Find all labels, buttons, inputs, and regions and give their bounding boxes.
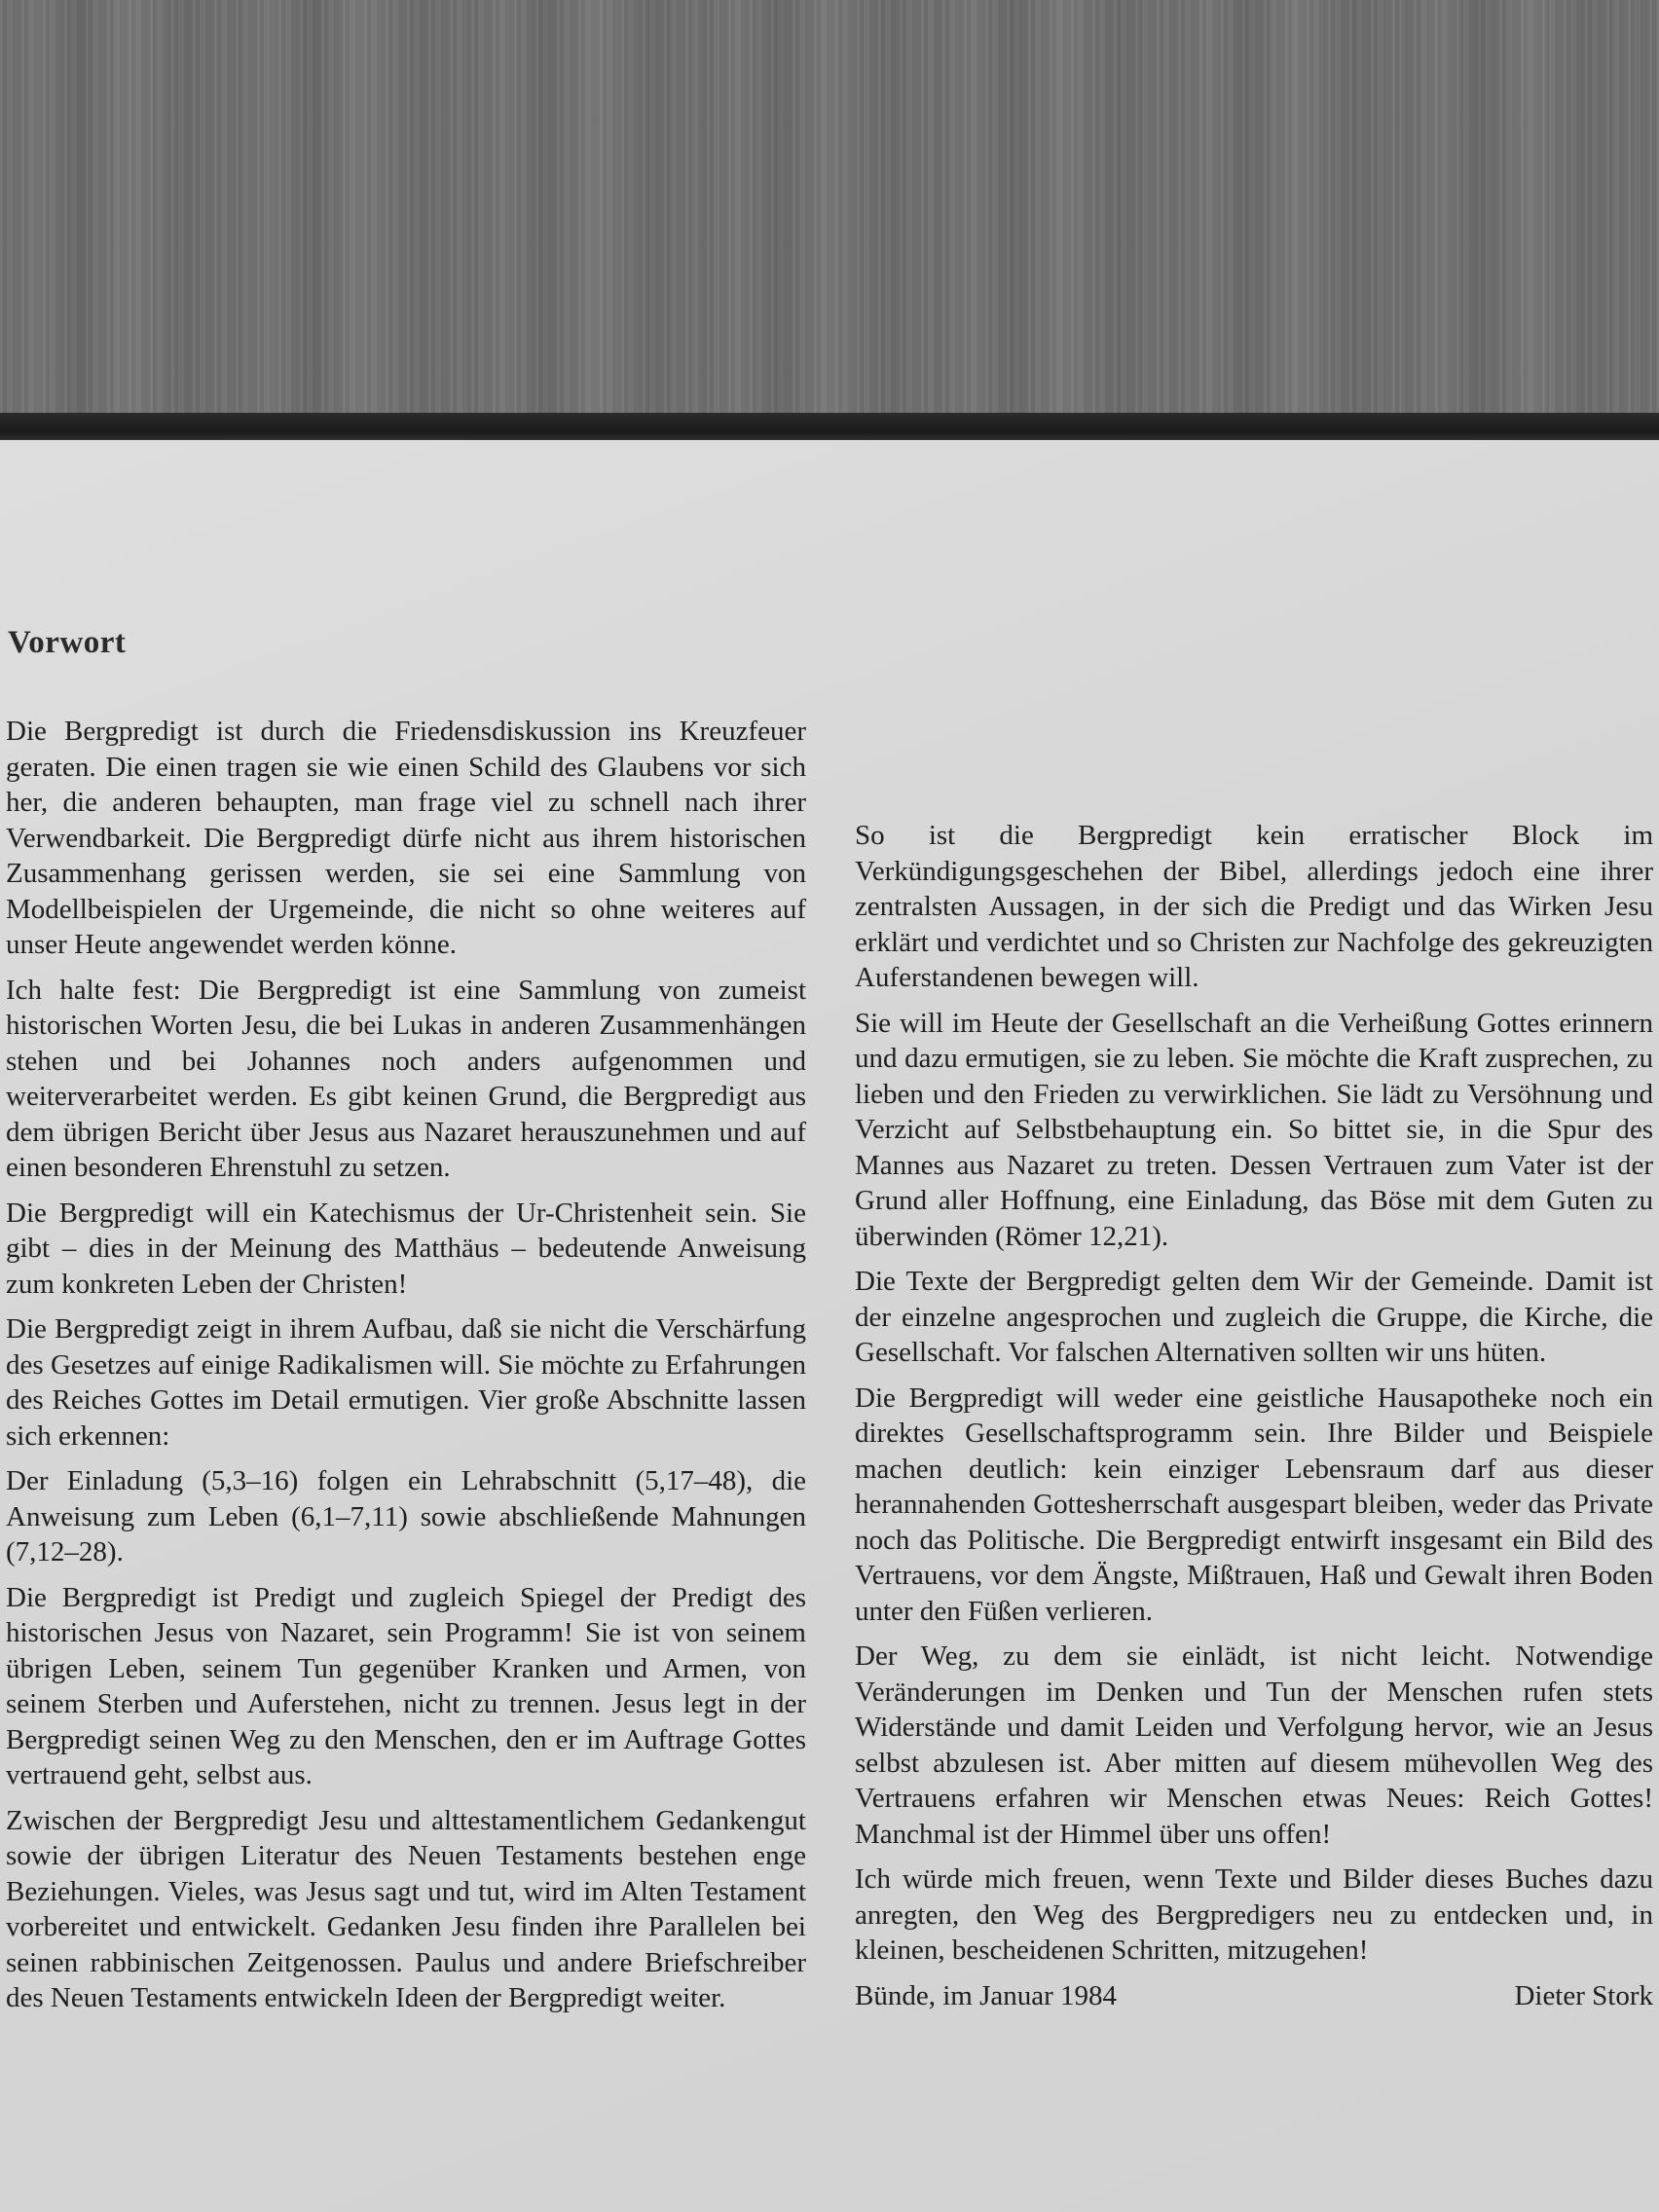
paragraph: Der Weg, zu dem sie einlädt, ist nicht leicht. Notwendige Veränderungen im Denken und Tun der Menschen rufen stets Widerstände und damit Leiden und Verfolgung hervor, wie an Jesus selbst abzulesen ist. Aber mitten auf diesem mühevollen Weg des Vertrauens erfahren wir Menschen etwas Neues: Reich Gottes! Manchmal ist der Himmel über uns offen! bbox=[855, 1641, 1653, 1850]
paragraph: Zwischen der Bergpredigt Jesu und alttestamentlichem Gedankengut sowie der übrigen Literatur des Neuen Testaments bestehen enge Beziehungen. Vieles, was Jesus sagt und tut, wird im Alten Testament vorbereitet und entwickelt. Gedanken Jesu finden ihre Parallelen bei seinen rabbinischen Zeitgenossen. Paulus und andere Briefschreiber des Neuen Testaments entwickeln Ideen der Bergpredigt weiter. bbox=[6, 1804, 806, 2013]
wooden-table-background bbox=[0, 0, 1659, 428]
paragraph: Die Bergpredigt zeigt in ihrem Aufbau, daß sie nicht die Verschärfung des Gesetzes auf einige Radikalismen will. Sie möchte zu Erfahrungen des Reiches Gottes im Detail ermutigen. Vier große Abschnitte lassen sich erkennen: bbox=[6, 1313, 806, 1452]
paragraph: Sie will im Heute der Gesellschaft an die Verheißung Gottes erinnern und dazu ermutigen, sie zu leben. Sie möchte die Kraft zusprechen, zu lieben und den Frieden zu verwirklichen. Sie lädt zu Versöhnung und Verzicht auf Selbstbehauptung ein. So bittet sie, in die Spur des Mannes aus Nazaret zu treten. Dessen Vertrauen zum Vater ist der Grund aller Hoffnung, eine Einladung, das Böse mit dem Guten zu überwinden (Römer 12,21). bbox=[855, 1007, 1653, 1252]
place-date: Bünde, im Januar 1984 bbox=[855, 1979, 1118, 2011]
paragraph: Ich halte fest: Die Bergpredigt ist eine Sammlung von zumeist historischen Worten Jesu, die bei Lukas in anderen Zusammenhängen stehen und bei Johannes noch anders aufgenommen und weiterverarbeitet werden. Es gibt keinen Grund, die Bergpredigt aus dem übrigen Bericht über Jesus aus Nazaret herauszunehmen und auf einen besonderen Ehrenstuhl zu setzen. bbox=[6, 974, 806, 1183]
page-title: Vorwort bbox=[8, 625, 127, 660]
paragraph: Die Bergpredigt ist Predigt und zugleich Spiegel der Predigt des historischen Jesus von Nazaret, sein Programm! Sie ist von seinem übrigen Leben, seinem Tun gegenüber Kranken und Armen, von seinem Sterben und Auferstehen, nicht zu trennen. Jesus legt in der Bergpredigt seinen Weg zu den Menschen, den er im Auftrage Gottes vertrauend geht, selbst aus. bbox=[6, 1581, 806, 1790]
paragraph: Die Bergpredigt will weder eine geistliche Hausapotheke noch ein direktes Gesellschaftsprogramm sein. Ihre Bilder und Beispiele machen deutlich: kein einziger Lebensraum darf aus dieser herannahenden Gottesherrschaft ausgespart bleiben, weder das Private noch das Politische. Die Bergpredigt entwirft insgesamt ein Bild des Vertrauens, vor dem Ängste, Mißtrauen, Haß und Gewalt ihren Boden unter den Füßen verlieren. bbox=[855, 1382, 1653, 1627]
paragraph: Die Bergpredigt ist durch die Friedensdiskussion ins Kreuzfeuer geraten. Die einen tragen sie wie einen Schild des Glaubens vor sich her, die anderen behaupten, man frage viel zu schnell nach ihrer Verwendbarkeit. Die Bergpredigt dürfe nicht aus ihrem historischen Zusammenhang gerissen werden, sie sei eine Sammlung von Modellbeispielen der Urgemeinde, die nicht so ohne weiteres auf unser Heute angewendet werden könne. bbox=[6, 716, 806, 960]
paragraph: Die Bergpredigt will ein Katechismus der Ur-Christenheit sein. Sie gibt – dies in der Meinung des Matthäus – bedeutende Anweisung zum konkreten Leben der Christen! bbox=[6, 1197, 806, 1300]
paragraph: Der Einladung (5,3–16) folgen ein Lehrabschnitt (5,17–48), die Anweisung zum Leben (6,1–7,11) sowie abschließende Mahnungen (7,12–28). bbox=[6, 1465, 806, 1567]
paragraph: Ich würde mich freuen, wenn Texte und Bilder dieses Buches dazu anregten, den Weg des Bergpredigers neu zu entdecken und, in kleinen, bescheidenen Schritten, mitzugehen! bbox=[855, 1863, 1653, 1966]
right-column bbox=[855, 818, 1653, 2013]
paragraph: So ist die Bergpredigt kein erratischer Block im Verkündigungsgeschehen der Bibel, allerdings jedoch eine ihrer zentralsten Aussagen, in der sich die Predigt und das Wirken Jesu erklärt und verdichtet und so Christen zur Nachfolge des gekreuzigten Auferstandenen bewegen will. bbox=[855, 820, 1653, 993]
signature-line bbox=[855, 1978, 1653, 2014]
left-column bbox=[6, 714, 806, 2026]
paragraph: Die Texte der Bergpredigt gelten dem Wir der Gemeinde. Damit ist der einzelne angesprochen und zugleich die Gruppe, die Kirche, die Gesellschaft. Vor falschen Alternativen sollten wir uns hüten. bbox=[855, 1266, 1653, 1368]
author-name: Dieter Stork bbox=[1514, 1979, 1653, 2011]
